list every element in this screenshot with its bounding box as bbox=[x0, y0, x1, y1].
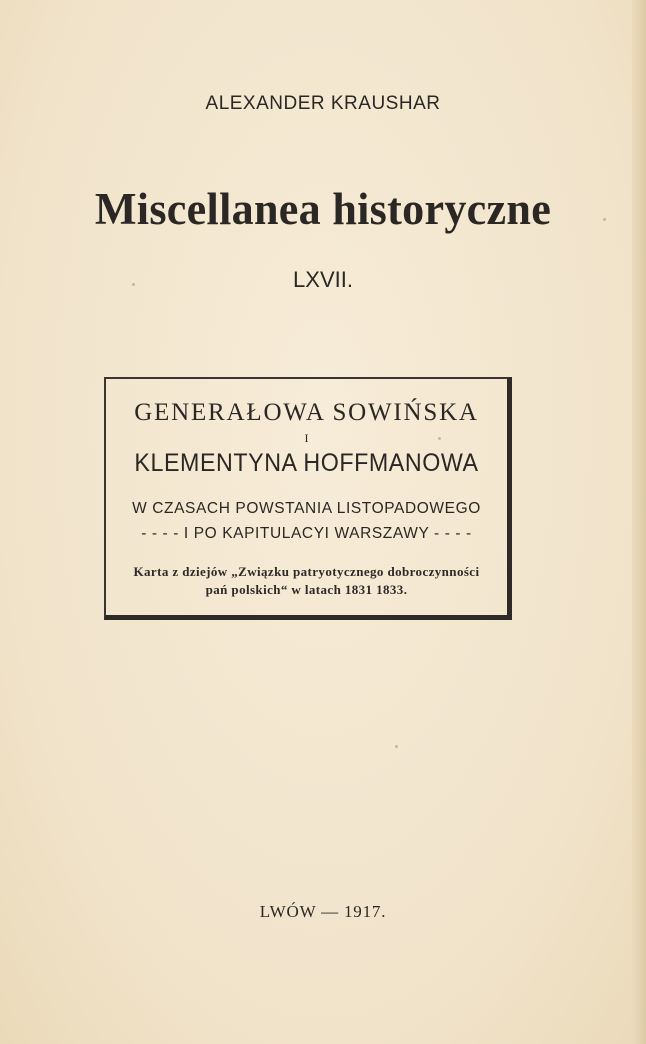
subject-name-2: KLEMENTYNA HOFFMANOWA bbox=[134, 449, 479, 477]
series-title: Miscellanea historyczne bbox=[94, 184, 552, 234]
author-name: ALEXANDER KRAUSHAR bbox=[205, 93, 441, 114]
conjunction: I bbox=[304, 431, 309, 445]
paper-speck bbox=[395, 745, 398, 748]
description-line-2: pań polskich“ w latach 1831 1833. bbox=[205, 582, 408, 597]
imprint: LWÓW — 1917. bbox=[259, 902, 387, 921]
subject-name-1: GENERAŁOWA SOWIŃSKA bbox=[134, 399, 479, 426]
title-frame bbox=[104, 377, 512, 620]
page-gutter bbox=[632, 0, 646, 1044]
subtitle-line-1: W CZASACH POWSTANIA LISTOPADOWEGO bbox=[132, 500, 481, 517]
description-line-1: Karta z dziejów „Związku patryotycznego dobroczynności bbox=[133, 564, 480, 579]
volume-number: LXVII. bbox=[293, 267, 353, 292]
subtitle-line-2: - - - - I PO KAPITULACYI WARSZAWY - - - - bbox=[141, 525, 472, 542]
